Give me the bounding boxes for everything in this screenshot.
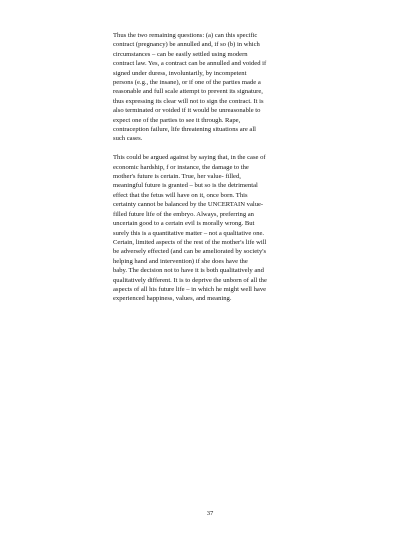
text-line: circumstances – can be easily settled using modern	[113, 50, 248, 58]
text-line: certainty cannot be balanced by the UNCERTAIN value-	[113, 201, 264, 209]
text-line: mother's future is certain. True, her value- filled,	[113, 173, 241, 181]
text-line: qualitatively different. It is to deprive the unborn of all the	[113, 276, 267, 284]
text-line: be adversely effected (and can be ameliorated by society's	[113, 248, 267, 256]
text-line: persons (e.g., the insane), or if one of the parties made a	[113, 79, 261, 87]
text-line: contract law. Yes, a contract can be annulled and voided if	[113, 60, 267, 68]
paragraph-2	[113, 153, 313, 304]
body-text	[113, 31, 313, 313]
text-line: contract (pregnancy) be annulled and, if so (b) in which	[113, 41, 260, 49]
text-line: helping hand and intervention) if she does have the	[113, 257, 248, 265]
text-line: expect one of the parties to see it through. Rape,	[113, 116, 241, 124]
text-line: uncertain good to a certain evil is morally wrong. But	[113, 220, 255, 228]
text-line: meaningful future is granted – but so is the detrimental	[113, 182, 258, 190]
text-line: thus expressing its clear will not to sign the contract. It is	[113, 97, 264, 105]
text-line: effect that the fetus will have on it, once born. This	[113, 191, 248, 199]
text-line: signed under duress, involuntarily, by incompetent	[113, 69, 247, 77]
text-line: This could be argued against by saying that, in the case of	[113, 154, 266, 162]
paragraph-1	[113, 31, 313, 144]
text-line: baby. The decision not to have it is both qualitatively and	[113, 267, 264, 275]
page-number: 37	[206, 510, 214, 517]
text-line: surely this is a quantitative matter – not a qualitative one.	[113, 229, 265, 237]
text-line: such cases.	[113, 135, 143, 143]
text-line: economic hardship, f or instance, the damage to the	[113, 163, 249, 171]
text-line: aspects of all his future life – in which he might well have	[113, 285, 267, 293]
text-line: contraception failure, life threatening situations are all	[113, 126, 256, 134]
text-line: filled future life of the embryo. Always, preferring an	[113, 210, 254, 218]
text-line: reasonable and full scale attempt to prevent its signature,	[113, 88, 263, 96]
text-line: Certain, limited aspects of the rest of the mother's life will	[113, 238, 267, 246]
text-line: also terminated or voided if it would be unreasonable to	[113, 107, 261, 115]
text-line: Thus the two remaining questions: (a) can this specific	[113, 32, 258, 39]
text-line: experienced happiness, values, and meaning.	[113, 295, 232, 303]
